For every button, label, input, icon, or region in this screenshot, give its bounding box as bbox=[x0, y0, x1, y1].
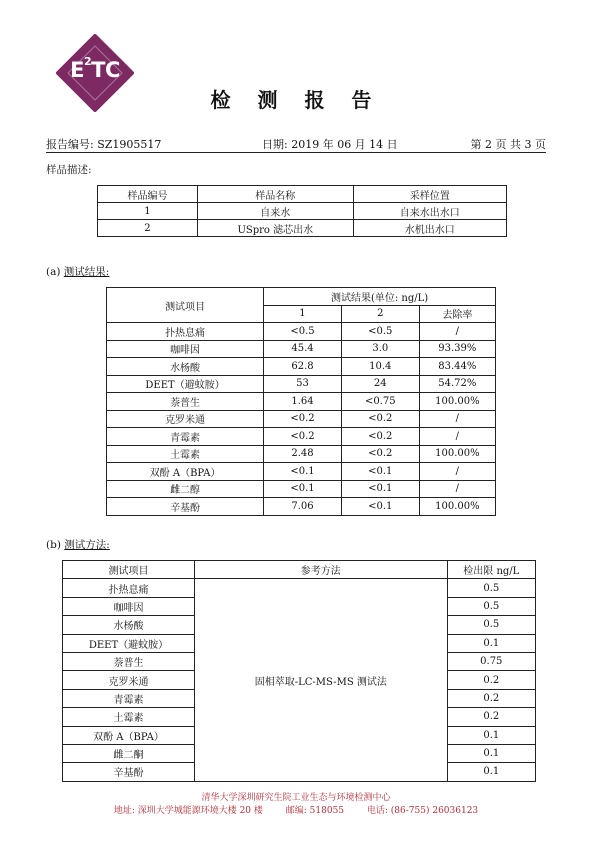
sample-location: 水机出水口 bbox=[353, 220, 506, 237]
detection-limit: 0.1 bbox=[447, 763, 535, 781]
table-row bbox=[107, 480, 496, 498]
results-subheader-removal: 去除率 bbox=[419, 305, 495, 323]
result-value-2: 10.4 bbox=[341, 358, 419, 376]
result-value-2: <0.5 bbox=[341, 323, 419, 341]
detection-limit: 0.5 bbox=[447, 579, 535, 597]
sample-name: USpro 滤芯出水 bbox=[197, 220, 353, 237]
result-value-2: <0.2 bbox=[341, 410, 419, 428]
method-header-item: 测试项目 bbox=[63, 561, 195, 579]
result-removal: / bbox=[419, 463, 495, 481]
result-removal: 54.72% bbox=[419, 375, 495, 393]
result-item: 雌二醇 bbox=[107, 480, 264, 498]
result-value-2: <0.75 bbox=[341, 393, 419, 411]
result-value-1: 1.64 bbox=[264, 393, 342, 411]
result-item: 双酚 A（BPA） bbox=[107, 463, 264, 481]
result-removal: / bbox=[419, 410, 495, 428]
report-number: 报告编号: SZ1905517 bbox=[46, 138, 162, 151]
results-subheader-1: 1 bbox=[264, 305, 342, 323]
table-row bbox=[107, 410, 496, 428]
result-item: 萘普生 bbox=[107, 393, 264, 411]
result-removal: / bbox=[419, 480, 495, 498]
results-header-result: 测试结果(单位: ng/L) bbox=[264, 288, 496, 306]
report-meta-row bbox=[46, 136, 546, 153]
detection-limit: 0.5 bbox=[447, 597, 535, 615]
report-date: 日期: 2019 年 06 月 14 日 bbox=[262, 138, 398, 151]
result-removal: / bbox=[419, 428, 495, 446]
logo-text: $E^2TC$ bbox=[70, 55, 120, 82]
result-value-2: <0.2 bbox=[341, 445, 419, 463]
method-table bbox=[62, 560, 536, 782]
sample-header-location: 采样位置 bbox=[353, 186, 506, 203]
sample-header-name: 样品名称 bbox=[197, 186, 353, 203]
method-item: 辛基酚 bbox=[63, 763, 195, 781]
sample-id: 1 bbox=[98, 203, 198, 220]
results-table bbox=[106, 287, 496, 516]
result-item: 咖啡因 bbox=[107, 340, 264, 358]
result-item: 水杨酸 bbox=[107, 358, 264, 376]
method-item: 扑热息痛 bbox=[63, 579, 195, 597]
table-row bbox=[107, 340, 496, 358]
method-item: 青霉素 bbox=[63, 689, 195, 707]
result-value-1: <0.1 bbox=[264, 480, 342, 498]
method-section-label: (b) 测试方法: bbox=[46, 539, 110, 551]
detection-limit: 0.1 bbox=[447, 726, 535, 744]
result-item: 土霉素 bbox=[107, 445, 264, 463]
result-value-1: <0.5 bbox=[264, 323, 342, 341]
page-indicator: 第 2 页 共 3 页 bbox=[470, 138, 546, 151]
table-row bbox=[98, 220, 507, 237]
sample-section-label: 样品描述: bbox=[46, 164, 92, 176]
result-value-1: <0.1 bbox=[264, 463, 342, 481]
result-removal: 83.44% bbox=[419, 358, 495, 376]
detection-limit: 0.75 bbox=[447, 652, 535, 670]
table-row bbox=[107, 358, 496, 376]
method-item: 萘普生 bbox=[63, 652, 195, 670]
table-row bbox=[63, 579, 536, 597]
sample-location: 自来水出水口 bbox=[353, 203, 506, 220]
result-value-2: 24 bbox=[341, 375, 419, 393]
detection-limit: 0.2 bbox=[447, 689, 535, 707]
result-value-2: <0.2 bbox=[341, 428, 419, 446]
table-row bbox=[107, 393, 496, 411]
result-value-2: <0.1 bbox=[341, 463, 419, 481]
sample-header-id: 样品编号 bbox=[98, 186, 198, 203]
detection-limit: 0.2 bbox=[447, 671, 535, 689]
method-header-reference: 参考方法 bbox=[194, 561, 447, 579]
results-header-row bbox=[107, 288, 496, 306]
method-item: 双酚 A（BPA） bbox=[63, 726, 195, 744]
footer-contact bbox=[0, 803, 592, 816]
method-header-row bbox=[63, 561, 536, 579]
table-row bbox=[107, 323, 496, 341]
table-row bbox=[98, 203, 507, 220]
result-value-1: 45.4 bbox=[264, 340, 342, 358]
result-item: 辛基酚 bbox=[107, 498, 264, 516]
result-removal: 100.00% bbox=[419, 445, 495, 463]
results-section-label: (a) 测试结果: bbox=[46, 266, 110, 278]
result-value-1: 2.48 bbox=[264, 445, 342, 463]
table-row bbox=[107, 463, 496, 481]
footer-phone: 电话: (86-755) 26036123 bbox=[366, 806, 479, 816]
method-reference: 固相萃取-LC-MS-MS 测试法 bbox=[194, 579, 447, 781]
result-value-2: <0.1 bbox=[341, 498, 419, 516]
footer-organization: 清华大学深圳研究生院工业生态与环境检测中心 bbox=[201, 793, 391, 803]
sample-header-row bbox=[98, 186, 507, 203]
method-item: 雌二酮 bbox=[63, 744, 195, 762]
result-value-2: <0.1 bbox=[341, 480, 419, 498]
footer-address: 地址: 深圳大学城能源环境大楼 20 楼 bbox=[113, 806, 263, 816]
report-title: 检 测 报 告 bbox=[210, 88, 382, 112]
result-value-1: 7.06 bbox=[264, 498, 342, 516]
result-value-1: 53 bbox=[264, 375, 342, 393]
sample-table bbox=[97, 185, 507, 237]
detection-limit: 0.5 bbox=[447, 616, 535, 634]
table-row bbox=[107, 428, 496, 446]
sample-name: 自来水 bbox=[197, 203, 353, 220]
result-value-1: <0.2 bbox=[264, 410, 342, 428]
detection-limit: 0.1 bbox=[447, 634, 535, 652]
result-item: 青霉素 bbox=[107, 428, 264, 446]
detection-limit: 0.2 bbox=[447, 708, 535, 726]
results-header-item: 测试项目 bbox=[107, 288, 264, 323]
result-item: 克罗米通 bbox=[107, 410, 264, 428]
results-subheader-2: 2 bbox=[341, 305, 419, 323]
method-item: 水杨酸 bbox=[63, 616, 195, 634]
result-value-1: <0.2 bbox=[264, 428, 342, 446]
table-row bbox=[107, 498, 496, 516]
method-item: DEET（避蚊胺） bbox=[63, 634, 195, 652]
method-item: 咖啡因 bbox=[63, 597, 195, 615]
footer-postcode: 邮编: 518055 bbox=[285, 806, 345, 816]
method-header-limit: 检出限 ng/L bbox=[447, 561, 535, 579]
detection-limit: 0.1 bbox=[447, 744, 535, 762]
method-item: 克罗米通 bbox=[63, 671, 195, 689]
result-value-2: 3.0 bbox=[341, 340, 419, 358]
sample-id: 2 bbox=[98, 220, 198, 237]
result-removal: 100.00% bbox=[419, 498, 495, 516]
result-removal: 93.39% bbox=[419, 340, 495, 358]
result-removal: 100.00% bbox=[419, 393, 495, 411]
method-item: 土霉素 bbox=[63, 708, 195, 726]
result-item: DEET（避蚊胺） bbox=[107, 375, 264, 393]
table-row bbox=[107, 445, 496, 463]
result-value-1: 62.8 bbox=[264, 358, 342, 376]
result-item: 扑热息痛 bbox=[107, 323, 264, 341]
table-row bbox=[107, 375, 496, 393]
result-removal: / bbox=[419, 323, 495, 341]
